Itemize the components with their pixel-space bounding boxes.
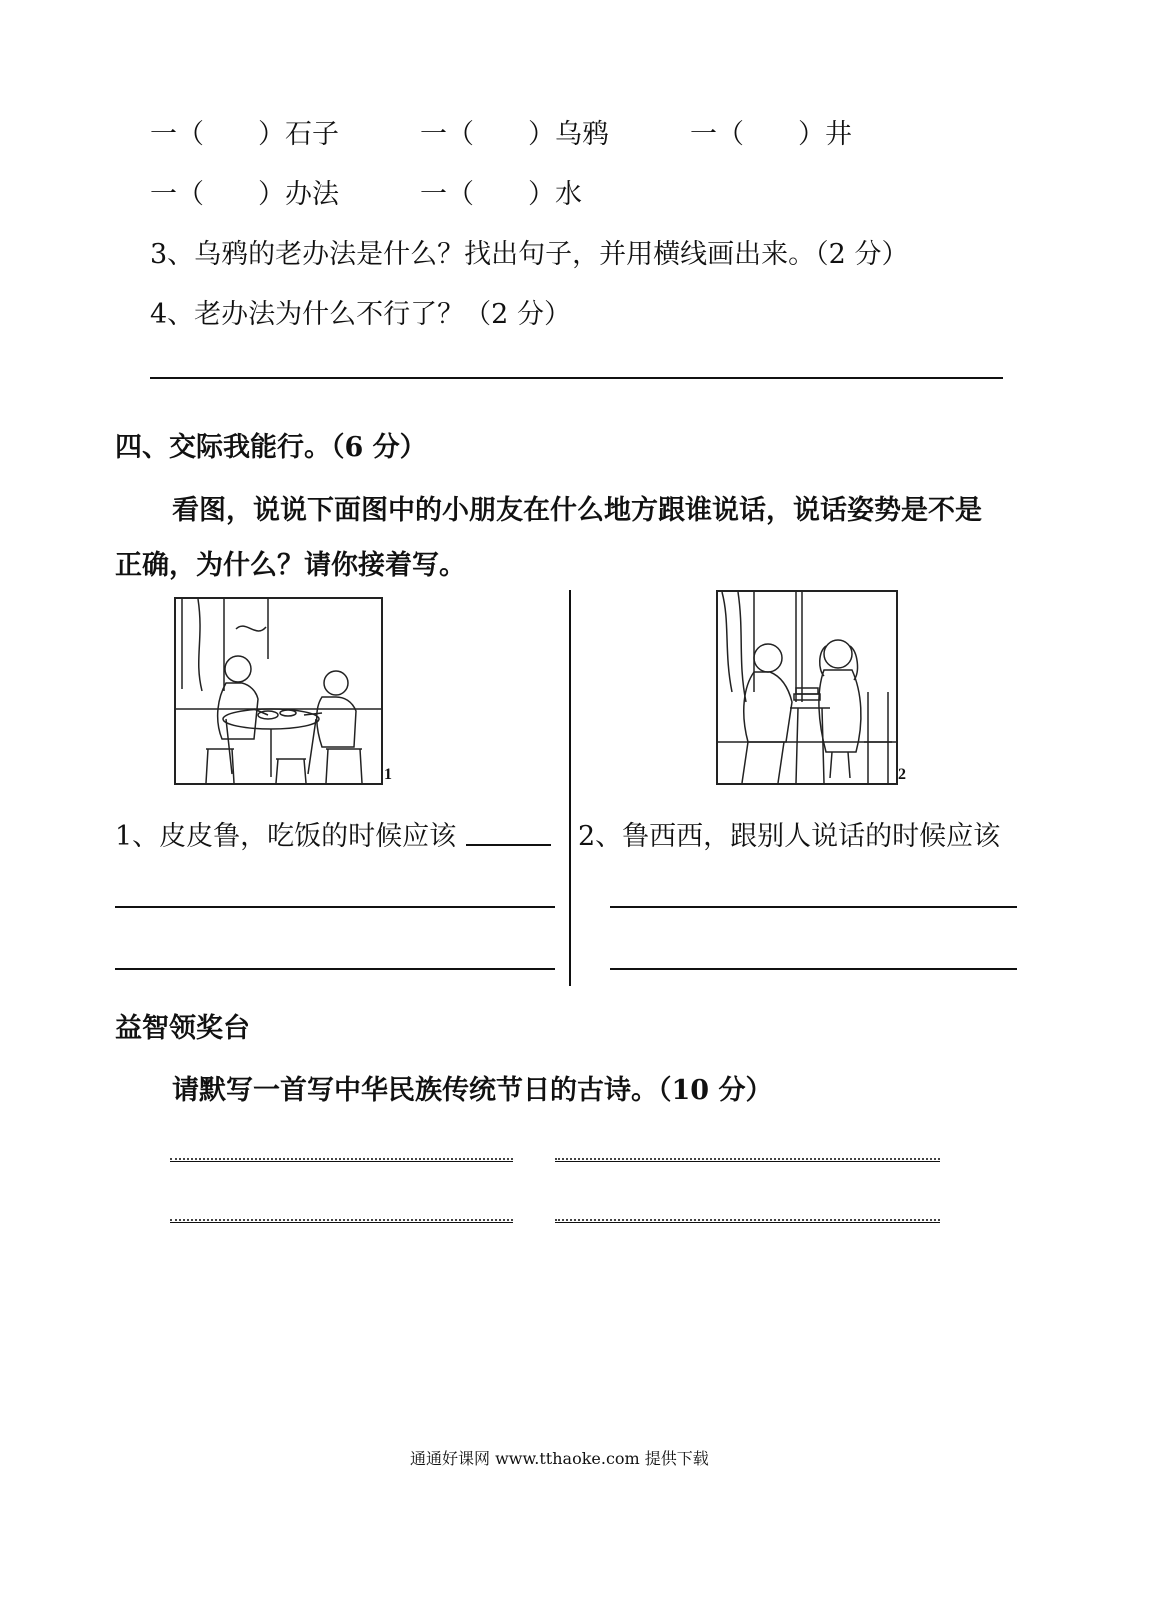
section-4-instruction-line1: 看图，说说下面图中的小朋友在什么地方跟谁说话，说话姿势是不是 (172, 495, 982, 526)
column-divider (569, 590, 571, 986)
poem-line-1-left[interactable] (170, 1158, 513, 1160)
prompt-luxixi: 2、鲁西西，跟别人说话的时候应该 (578, 821, 1001, 852)
poem-line-2-left[interactable] (170, 1219, 513, 1221)
blank-phrase-stones: 一（ ）石子 (150, 119, 339, 150)
answer-line-q4 (150, 377, 1003, 379)
prompt-pipilu: 1、皮皮鲁，吃饭的时候应该 (115, 821, 457, 852)
talking-scene-drawing (718, 592, 896, 783)
blank-phrase-crow: 一（ ）乌鸦 (420, 119, 609, 150)
bonus-instruction: 请默写一首写中华民族传统节日的古诗。（10 分） (172, 1075, 773, 1106)
picture-1-number: 1 (384, 766, 392, 783)
section-4-heading: 四、交际我能行。（6 分） (115, 432, 427, 463)
poem-line-1-right-base (555, 1161, 940, 1162)
answer-line-2a[interactable] (610, 906, 1017, 908)
picture-2-number: 2 (898, 766, 906, 783)
poem-line-1-left-base (170, 1161, 513, 1162)
bonus-heading: 益智领奖台 (115, 1013, 250, 1044)
poem-line-2-left-base (170, 1222, 513, 1223)
poem-line-1-right[interactable] (555, 1158, 940, 1160)
poem-line-2-right-base (555, 1222, 940, 1223)
picture-talking-scene (716, 590, 898, 785)
section-4-instruction-line2: 正确，为什么？请你接着写。 (115, 550, 466, 581)
question-4: 4、老办法为什么不行了？（2 分） (150, 299, 571, 330)
answer-line-1b[interactable] (115, 968, 555, 970)
blank-phrase-method: 一（ ）办法 (150, 179, 339, 210)
answer-inline-line-1[interactable] (466, 844, 551, 846)
poem-line-2-right[interactable] (555, 1219, 940, 1221)
answer-line-2b[interactable] (610, 968, 1017, 970)
footer-source: 通通好课网 www.tthaoke.com 提供下载 (410, 1449, 709, 1468)
answer-line-1a[interactable] (115, 906, 555, 908)
dining-scene-drawing (176, 599, 381, 783)
picture-dining-scene (174, 597, 383, 785)
blank-phrase-water: 一（ ）水 (420, 179, 582, 210)
blank-phrase-well: 一（ ）井 (690, 119, 852, 150)
question-3: 3、乌鸦的老办法是什么？找出句子，并用横线画出来。（2 分） (150, 239, 909, 270)
